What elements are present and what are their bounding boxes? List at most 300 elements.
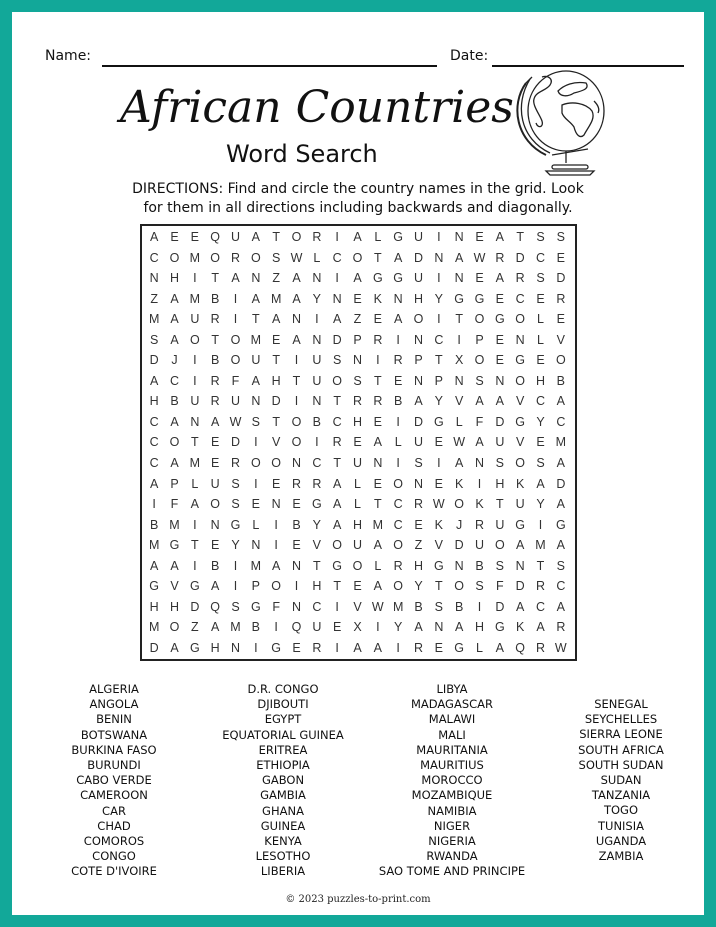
grid-cell[interactable]: R xyxy=(312,230,322,245)
grid-cell[interactable]: R xyxy=(230,250,240,265)
grid-cell[interactable]: N xyxy=(149,271,159,286)
grid-cell[interactable]: I xyxy=(477,599,482,614)
grid-cell[interactable]: A xyxy=(149,558,159,573)
grid-cell[interactable]: C xyxy=(535,599,545,614)
grid-cell[interactable]: C xyxy=(332,414,342,429)
grid-cell[interactable]: T xyxy=(211,332,219,347)
grid-cell[interactable]: I xyxy=(193,373,197,388)
grid-cell[interactable]: I xyxy=(233,579,238,594)
grid-cell[interactable]: N xyxy=(515,332,525,347)
grid-cell[interactable]: D xyxy=(495,599,505,614)
grid-cell[interactable]: B xyxy=(210,291,220,306)
grid-cell[interactable]: T xyxy=(455,312,463,327)
grid-cell[interactable]: H xyxy=(210,640,220,655)
grid-cell[interactable]: R xyxy=(373,394,383,409)
grid-cell[interactable]: A xyxy=(353,230,362,245)
grid-cell[interactable]: Y xyxy=(434,291,443,306)
grid-cell[interactable]: V xyxy=(353,599,362,614)
grid-cell[interactable]: O xyxy=(169,435,180,450)
grid-cell[interactable]: B xyxy=(393,394,403,409)
grid-cell[interactable]: C xyxy=(149,250,159,265)
grid-cell[interactable]: B xyxy=(292,517,301,532)
grid-cell[interactable]: E xyxy=(292,640,301,655)
grid-cell[interactable]: O xyxy=(271,456,282,471)
grid-cell[interactable]: O xyxy=(474,353,485,368)
grid-cell[interactable]: W xyxy=(554,640,567,655)
grid-cell[interactable]: Y xyxy=(414,579,423,594)
grid-cell[interactable]: I xyxy=(193,517,197,532)
grid-cell[interactable]: I xyxy=(538,517,543,532)
grid-cell[interactable]: T xyxy=(292,373,301,388)
grid-cell[interactable]: A xyxy=(475,435,484,450)
grid-cell[interactable]: A xyxy=(556,538,565,553)
grid-cell[interactable]: A xyxy=(271,312,281,327)
grid-cell[interactable]: R xyxy=(474,517,484,532)
grid-cell[interactable]: A xyxy=(170,456,179,471)
grid-cell[interactable]: O xyxy=(291,435,302,450)
grid-cell[interactable]: S xyxy=(231,497,240,512)
grid-cell[interactable]: O xyxy=(291,414,302,429)
grid-cell[interactable]: M xyxy=(250,558,262,573)
grid-cell[interactable]: I xyxy=(294,579,299,594)
grid-cell[interactable]: W xyxy=(290,250,303,265)
grid-cell[interactable]: E xyxy=(373,312,382,327)
grid-cell[interactable]: T xyxy=(496,497,504,512)
grid-cell[interactable]: A xyxy=(393,250,403,265)
grid-cell[interactable]: G xyxy=(311,497,322,512)
grid-cell[interactable]: B xyxy=(312,414,321,429)
grid-cell[interactable]: B xyxy=(475,558,484,573)
grid-cell[interactable]: A xyxy=(149,373,159,388)
grid-cell[interactable]: V xyxy=(170,579,179,594)
grid-cell[interactable]: I xyxy=(437,271,441,286)
grid-cell[interactable]: V xyxy=(556,332,565,347)
grid-cell[interactable]: C xyxy=(515,291,525,306)
grid-cell[interactable]: M xyxy=(230,620,241,635)
grid-cell[interactable]: F xyxy=(231,373,240,388)
grid-cell[interactable]: O xyxy=(230,353,241,368)
grid-cell[interactable]: H xyxy=(149,394,159,409)
grid-cell[interactable]: M xyxy=(535,538,546,553)
grid-cell[interactable]: S xyxy=(495,558,504,573)
grid-cell[interactable]: N xyxy=(434,620,444,635)
grid-cell[interactable]: W xyxy=(453,435,466,450)
grid-cell[interactable]: O xyxy=(474,312,485,327)
grid-cell[interactable]: D xyxy=(515,250,525,265)
grid-cell[interactable]: R xyxy=(535,579,545,594)
grid-cell[interactable]: R xyxy=(393,558,403,573)
grid-cell[interactable]: A xyxy=(373,435,382,450)
grid-cell[interactable]: N xyxy=(210,517,220,532)
grid-cell[interactable]: A xyxy=(475,394,484,409)
grid-cell[interactable]: L xyxy=(537,312,544,327)
grid-cell[interactable]: T xyxy=(313,558,321,573)
grid-cell[interactable]: N xyxy=(413,476,423,491)
grid-cell[interactable]: I xyxy=(335,640,339,655)
grid-cell[interactable]: I xyxy=(396,414,400,429)
grid-cell[interactable]: I xyxy=(376,620,380,635)
grid-cell[interactable]: A xyxy=(292,271,301,286)
grid-cell[interactable]: G xyxy=(393,230,404,245)
grid-cell[interactable]: H xyxy=(352,414,362,429)
grid-cell[interactable]: A xyxy=(495,394,504,409)
grid-cell[interactable]: M xyxy=(250,332,262,347)
grid-cell[interactable]: D xyxy=(556,271,566,286)
grid-cell[interactable]: R xyxy=(291,476,301,491)
grid-cell[interactable]: U xyxy=(312,373,322,388)
grid-cell[interactable]: N xyxy=(454,558,464,573)
grid-cell[interactable]: A xyxy=(373,538,382,553)
grid-cell[interactable]: A xyxy=(292,332,301,347)
grid-cell[interactable]: T xyxy=(272,353,280,368)
grid-cell[interactable]: S xyxy=(271,250,281,265)
grid-cell[interactable]: I xyxy=(233,291,238,306)
grid-cell[interactable]: D xyxy=(413,414,423,429)
grid-cell[interactable]: O xyxy=(515,456,526,471)
grid-cell[interactable]: Y xyxy=(536,497,545,512)
grid-cell[interactable]: N xyxy=(190,414,200,429)
grid-cell[interactable]: C xyxy=(149,456,159,471)
grid-cell[interactable]: L xyxy=(252,517,260,532)
grid-cell[interactable]: E xyxy=(292,538,301,553)
grid-cell[interactable]: T xyxy=(191,538,199,553)
grid-cell[interactable]: I xyxy=(437,312,441,327)
grid-cell[interactable]: O xyxy=(271,579,282,594)
grid-cell[interactable]: G xyxy=(555,517,566,532)
grid-cell[interactable]: I xyxy=(274,538,278,553)
grid-cell[interactable]: H xyxy=(169,271,179,286)
grid-cell[interactable]: G xyxy=(454,291,465,306)
grid-cell[interactable]: C xyxy=(556,579,566,594)
grid-cell[interactable]: U xyxy=(413,271,423,286)
grid-cell[interactable]: P xyxy=(475,332,484,347)
grid-cell[interactable]: A xyxy=(353,271,362,286)
grid-cell[interactable]: O xyxy=(210,497,221,512)
grid-cell[interactable]: I xyxy=(294,394,299,409)
grid-cell[interactable]: Z xyxy=(150,291,158,306)
grid-cell[interactable]: A xyxy=(170,312,179,327)
grid-cell[interactable]: A xyxy=(170,291,179,306)
grid-cell[interactable]: N xyxy=(352,353,362,368)
grid-cell[interactable]: N xyxy=(474,456,484,471)
grid-cell[interactable]: M xyxy=(148,538,160,553)
grid-cell[interactable]: L xyxy=(191,476,199,491)
grid-cell[interactable]: F xyxy=(475,414,484,429)
grid-cell[interactable]: N xyxy=(312,394,322,409)
grid-cell[interactable]: M xyxy=(372,517,384,532)
grid-cell[interactable]: M xyxy=(148,312,160,327)
grid-cell[interactable]: G xyxy=(271,640,282,655)
grid-cell[interactable]: A xyxy=(210,579,220,594)
grid-cell[interactable]: N xyxy=(312,271,322,286)
grid-cell[interactable]: U xyxy=(312,620,322,635)
grid-cell[interactable]: E xyxy=(495,353,504,368)
grid-cell[interactable]: Z xyxy=(272,271,280,286)
grid-cell[interactable]: U xyxy=(312,353,322,368)
grid-cell[interactable]: O xyxy=(515,373,526,388)
grid-cell[interactable]: U xyxy=(230,394,240,409)
grid-cell[interactable]: I xyxy=(335,599,339,614)
grid-cell[interactable]: G xyxy=(230,517,241,532)
grid-cell[interactable]: R xyxy=(495,250,505,265)
grid-cell[interactable]: A xyxy=(190,497,199,512)
grid-cell[interactable]: A xyxy=(495,230,504,245)
grid-cell[interactable]: B xyxy=(210,558,220,573)
grid-cell[interactable]: S xyxy=(536,456,545,471)
grid-cell[interactable]: Y xyxy=(434,394,443,409)
grid-cell[interactable]: M xyxy=(189,250,201,265)
grid-cell[interactable]: Q xyxy=(291,620,302,635)
grid-cell[interactable]: S xyxy=(556,230,565,245)
grid-cell[interactable]: O xyxy=(169,250,180,265)
grid-cell[interactable]: W xyxy=(371,599,384,614)
grid-cell[interactable]: O xyxy=(352,558,363,573)
grid-cell[interactable]: V xyxy=(312,538,321,553)
grid-cell[interactable]: W xyxy=(432,497,445,512)
grid-cell[interactable]: R xyxy=(210,394,220,409)
grid-cell[interactable]: A xyxy=(271,558,281,573)
grid-cell[interactable]: G xyxy=(189,640,200,655)
grid-cell[interactable]: T xyxy=(374,373,382,388)
grid-cell[interactable]: R xyxy=(535,640,545,655)
grid-cell[interactable]: A xyxy=(414,394,423,409)
grid-cell[interactable]: B xyxy=(556,373,565,388)
grid-cell[interactable]: A xyxy=(210,414,220,429)
grid-cell[interactable]: X xyxy=(454,353,464,368)
grid-cell[interactable]: I xyxy=(193,271,197,286)
grid-cell[interactable]: I xyxy=(396,640,400,655)
grid-cell[interactable]: S xyxy=(149,332,159,347)
grid-cell[interactable]: S xyxy=(536,230,545,245)
grid-cell[interactable]: I xyxy=(335,271,339,286)
grid-cell[interactable]: D xyxy=(190,599,200,614)
grid-cell[interactable]: R xyxy=(413,640,423,655)
grid-cell[interactable]: L xyxy=(374,558,382,573)
grid-cell[interactable]: Q xyxy=(210,230,221,245)
grid-cell[interactable]: W xyxy=(229,414,242,429)
grid-cell[interactable]: D xyxy=(454,538,464,553)
grid-cell[interactable]: U xyxy=(190,394,200,409)
grid-cell[interactable]: N xyxy=(413,373,423,388)
grid-cell[interactable]: U xyxy=(474,538,484,553)
grid-cell[interactable]: N xyxy=(251,394,261,409)
grid-cell[interactable]: A xyxy=(556,497,565,512)
grid-cell[interactable]: A xyxy=(332,517,342,532)
grid-cell[interactable]: U xyxy=(495,435,505,450)
grid-cell[interactable]: H xyxy=(413,291,423,306)
grid-cell[interactable]: G xyxy=(454,640,465,655)
grid-cell[interactable]: A xyxy=(536,620,545,635)
grid-cell[interactable]: H xyxy=(169,599,179,614)
grid-cell[interactable]: O xyxy=(515,312,526,327)
grid-cell[interactable]: F xyxy=(170,497,179,512)
grid-cell[interactable]: B xyxy=(149,517,159,532)
grid-cell[interactable]: S xyxy=(231,476,240,491)
grid-cell[interactable]: U xyxy=(495,517,505,532)
grid-cell[interactable]: T xyxy=(374,497,382,512)
grid-cell[interactable]: E xyxy=(495,291,504,306)
grid-cell[interactable]: E xyxy=(292,497,301,512)
grid-cell[interactable]: H xyxy=(495,476,505,491)
grid-cell[interactable]: O xyxy=(352,250,363,265)
grid-cell[interactable]: N xyxy=(515,558,525,573)
grid-cell[interactable]: L xyxy=(476,640,483,655)
grid-cell[interactable]: C xyxy=(332,250,342,265)
grid-cell[interactable]: C xyxy=(535,394,545,409)
grid-cell[interactable]: T xyxy=(516,230,524,245)
grid-cell[interactable]: D xyxy=(413,250,423,265)
grid-cell[interactable]: A xyxy=(170,332,179,347)
grid-cell[interactable]: K xyxy=(515,476,525,491)
grid-cell[interactable]: Z xyxy=(353,312,362,327)
grid-cell[interactable]: Y xyxy=(312,291,321,306)
grid-cell[interactable]: S xyxy=(495,456,504,471)
grid-cell[interactable]: M xyxy=(189,456,201,471)
grid-cell[interactable]: C xyxy=(312,599,322,614)
grid-cell[interactable]: Y xyxy=(393,620,403,635)
grid-cell[interactable]: A xyxy=(454,456,464,471)
grid-cell[interactable]: G xyxy=(515,353,526,368)
grid-cell[interactable]: W xyxy=(473,250,486,265)
grid-cell[interactable]: M xyxy=(189,291,201,306)
grid-cell[interactable]: E xyxy=(210,456,220,471)
grid-cell[interactable]: I xyxy=(396,332,400,347)
grid-cell[interactable]: O xyxy=(555,353,566,368)
grid-cell[interactable]: T xyxy=(536,558,545,573)
grid-cell[interactable]: A xyxy=(332,312,342,327)
grid-cell[interactable]: E xyxy=(353,291,362,306)
grid-cell[interactable]: V xyxy=(434,538,443,553)
grid-cell[interactable]: E xyxy=(475,271,484,286)
grid-cell[interactable]: L xyxy=(354,497,361,512)
grid-cell[interactable]: E xyxy=(434,476,443,491)
grid-cell[interactable]: O xyxy=(332,373,343,388)
grid-cell[interactable]: A xyxy=(231,271,240,286)
grid-cell[interactable]: N xyxy=(271,497,281,512)
grid-cell[interactable]: N xyxy=(454,373,464,388)
grid-cell[interactable]: E xyxy=(536,291,545,306)
grid-cell[interactable]: L xyxy=(537,332,544,347)
grid-cell[interactable]: U xyxy=(352,456,362,471)
grid-cell[interactable]: A xyxy=(149,230,159,245)
grid-cell[interactable]: A xyxy=(454,250,464,265)
grid-cell[interactable]: U xyxy=(190,312,200,327)
grid-cell[interactable]: E xyxy=(353,579,362,594)
grid-cell[interactable]: U xyxy=(210,476,220,491)
grid-cell[interactable]: V xyxy=(454,394,464,409)
grid-cell[interactable]: B xyxy=(210,353,220,368)
grid-cell[interactable]: I xyxy=(477,476,482,491)
grid-cell[interactable]: L xyxy=(313,250,321,265)
grid-cell[interactable]: I xyxy=(437,456,441,471)
grid-cell[interactable]: Q xyxy=(515,640,526,655)
grid-cell[interactable]: G xyxy=(372,271,383,286)
grid-cell[interactable]: I xyxy=(233,558,238,573)
grid-cell[interactable]: O xyxy=(332,538,343,553)
grid-cell[interactable]: E xyxy=(536,435,545,450)
grid-cell[interactable]: N xyxy=(454,230,464,245)
grid-cell[interactable]: D xyxy=(556,476,566,491)
grid-cell[interactable]: S xyxy=(231,599,240,614)
grid-cell[interactable]: A xyxy=(454,620,464,635)
grid-cell[interactable]: I xyxy=(437,230,441,245)
grid-cell[interactable]: O xyxy=(169,620,180,635)
grid-cell[interactable]: A xyxy=(251,291,260,306)
grid-cell[interactable]: B xyxy=(454,599,464,614)
grid-cell[interactable]: U xyxy=(251,353,261,368)
grid-cell[interactable]: E xyxy=(393,373,403,388)
grid-cell[interactable]: A xyxy=(515,538,525,553)
letter-grid[interactable] xyxy=(140,224,577,661)
grid-cell[interactable]: C xyxy=(393,517,403,532)
grid-cell[interactable]: A xyxy=(556,394,565,409)
grid-cell[interactable]: D xyxy=(149,640,159,655)
grid-cell[interactable]: G xyxy=(433,558,444,573)
grid-cell[interactable]: G xyxy=(494,620,505,635)
grid-cell[interactable]: I xyxy=(294,353,299,368)
grid-cell[interactable]: S xyxy=(353,373,362,388)
grid-cell[interactable]: I xyxy=(315,435,319,450)
grid-cell[interactable]: E xyxy=(210,435,220,450)
grid-cell[interactable]: T xyxy=(435,579,443,594)
grid-cell[interactable]: N xyxy=(251,538,261,553)
grid-cell[interactable]: A xyxy=(170,558,179,573)
grid-cell[interactable]: M xyxy=(148,620,160,635)
grid-cell[interactable]: O xyxy=(454,579,465,594)
grid-cell[interactable]: A xyxy=(149,476,159,491)
grid-cell[interactable]: N xyxy=(495,373,505,388)
grid-cell[interactable]: N xyxy=(291,456,301,471)
grid-cell[interactable]: C xyxy=(434,332,444,347)
grid-cell[interactable]: I xyxy=(254,435,258,450)
grid-cell[interactable]: J xyxy=(171,353,178,368)
grid-cell[interactable]: V xyxy=(515,435,525,450)
grid-cell[interactable]: M xyxy=(555,435,567,450)
grid-cell[interactable]: H xyxy=(474,620,484,635)
grid-cell[interactable]: I xyxy=(274,517,278,532)
grid-cell[interactable]: Y xyxy=(231,538,240,553)
grid-cell[interactable]: E xyxy=(190,230,199,245)
grid-cell[interactable]: E xyxy=(556,250,565,265)
grid-cell[interactable]: B xyxy=(170,394,179,409)
grid-cell[interactable]: N xyxy=(291,599,301,614)
grid-cell[interactable]: H xyxy=(149,599,159,614)
grid-cell[interactable]: O xyxy=(393,579,404,594)
grid-cell[interactable]: R xyxy=(393,353,403,368)
grid-cell[interactable]: R xyxy=(515,271,525,286)
grid-cell[interactable]: G xyxy=(474,291,485,306)
grid-cell[interactable]: A xyxy=(373,579,382,594)
grid-cell[interactable]: O xyxy=(393,538,404,553)
grid-cell[interactable]: G xyxy=(393,271,404,286)
grid-cell[interactable]: U xyxy=(352,538,362,553)
grid-cell[interactable]: H xyxy=(352,517,362,532)
grid-cell[interactable]: R xyxy=(332,435,342,450)
grid-cell[interactable]: O xyxy=(454,497,465,512)
grid-cell[interactable]: P xyxy=(434,373,443,388)
grid-cell[interactable]: A xyxy=(332,497,342,512)
grid-cell[interactable]: E xyxy=(332,620,342,635)
grid-cell[interactable]: C xyxy=(169,373,179,388)
grid-cell[interactable]: E xyxy=(434,640,443,655)
grid-cell[interactable]: A xyxy=(373,640,382,655)
grid-cell[interactable]: E xyxy=(271,476,281,491)
grid-cell[interactable]: U xyxy=(413,230,423,245)
grid-cell[interactable]: X xyxy=(353,620,362,635)
grid-cell[interactable]: S xyxy=(536,271,545,286)
grid-cell[interactable]: I xyxy=(233,312,238,327)
grid-cell[interactable]: G xyxy=(250,599,261,614)
